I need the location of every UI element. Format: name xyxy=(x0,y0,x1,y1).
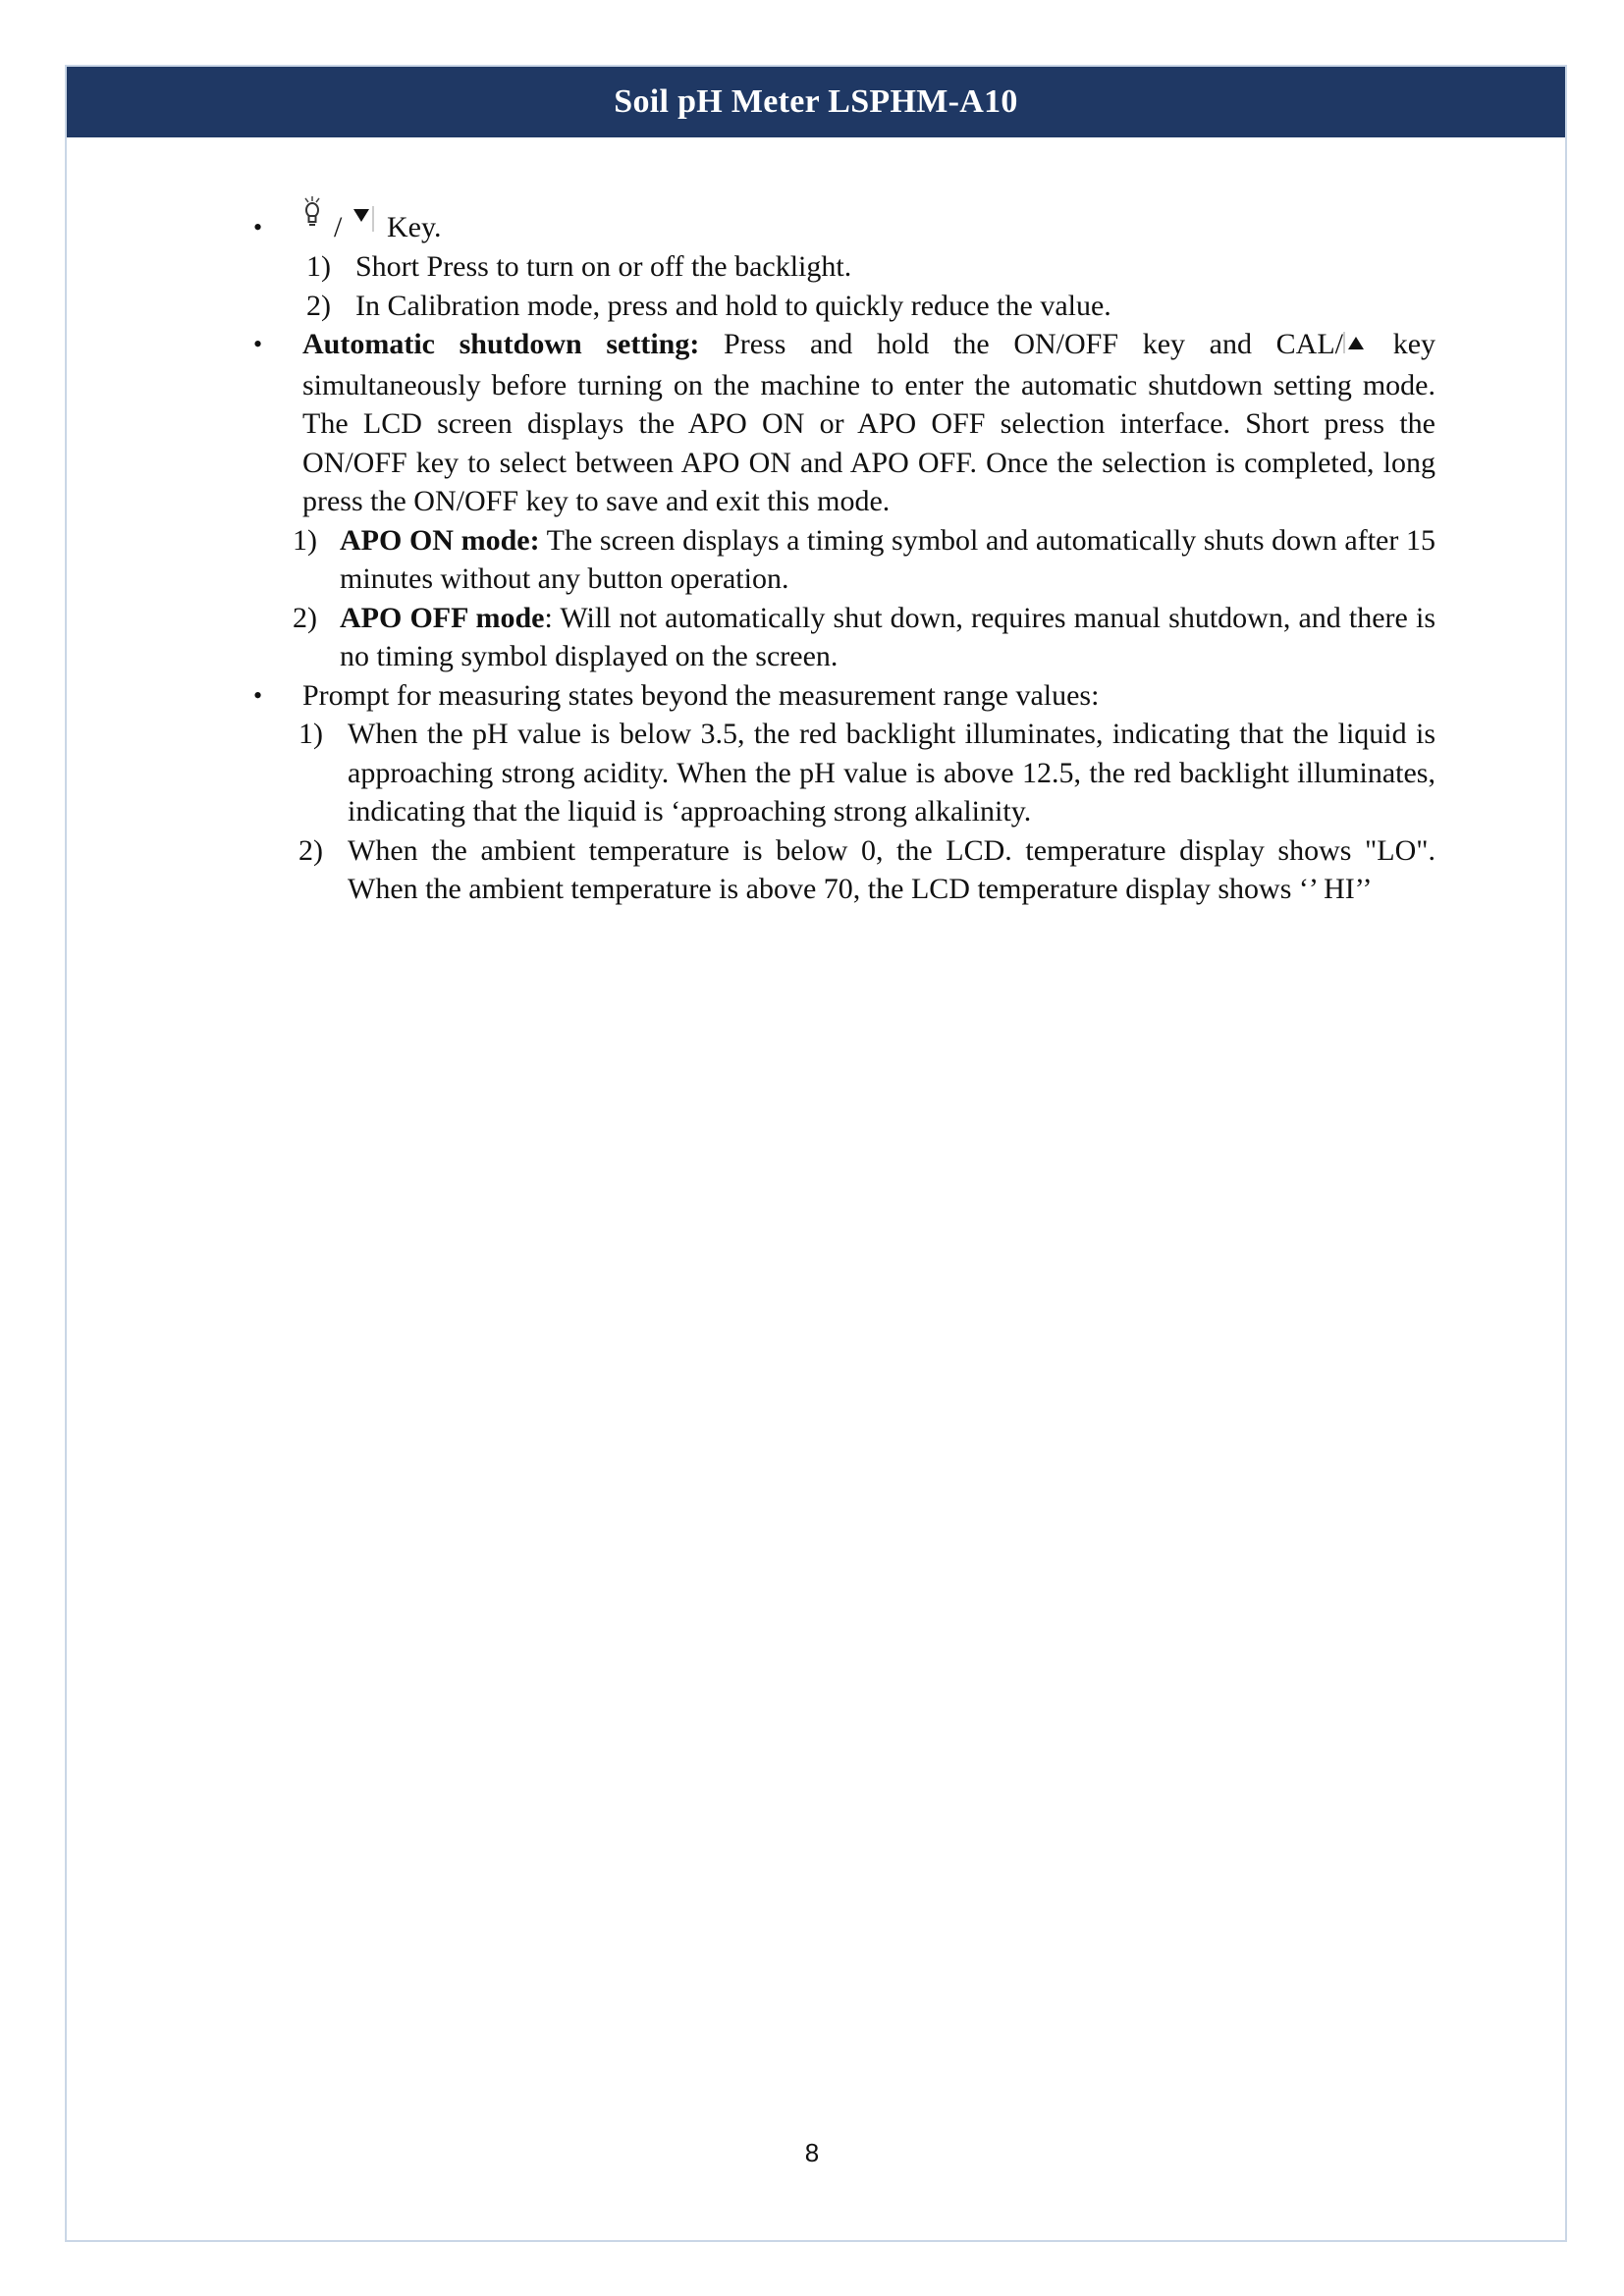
bullet-dot: • xyxy=(253,213,263,241)
list-number: 1) xyxy=(293,523,317,557)
list-text: In Calibration mode, press and hold to quickly reduce the value. xyxy=(355,289,1111,322)
document-body xyxy=(249,208,1435,909)
list-title: APO OFF mode xyxy=(340,601,545,634)
list-item xyxy=(249,715,1435,831)
page-header xyxy=(67,67,1565,137)
list-text: When the ambient temperature is below 0, the LCD. temperature display shows "LO". When the ambient temperature is above 70, the LCD temperature display shows ‘’ HI’’ xyxy=(348,833,1435,905)
list-title: APO ON mode: xyxy=(340,523,540,557)
down-arrow-icon xyxy=(350,204,375,244)
list-text: Short Press to turn on or off the backlight. xyxy=(355,250,852,283)
list-item xyxy=(249,521,1435,599)
list-text: When the pH value is below 3.5, the red backlight illuminates, indicating that the liquid is approaching strong acidity. When the pH value is above 12.5, the red backlight illuminates, indicating that the liquid is ‘approaching strong alkalinity. xyxy=(348,718,1435,828)
page-number: 8 xyxy=(804,2138,820,2167)
list-number: 1) xyxy=(306,250,331,283)
list-number: 2) xyxy=(298,833,323,867)
list-item xyxy=(249,287,1435,326)
bullet-dot: • xyxy=(253,680,263,710)
list-number: 2) xyxy=(293,601,317,634)
section-text-b: key simultaneously before turning on the machine to enter the automatic shutdown setting mode. The LCD screen displays the APO ON or APO OFF selection interface. Short press the ON/OFF key to select between APO ON and APO OFF. Once the selection is completed, long press the ON/OFF key to save and exit this mode. xyxy=(302,328,1436,517)
up-arrow-icon xyxy=(1343,327,1369,366)
section-text: Prompt for measuring states beyond the measurement range values: xyxy=(302,678,1100,712)
list-text: The screen displays a timing symbol and automatically shuts down after 15 minutes without any button operation. xyxy=(340,523,1435,595)
section-title: Automatic shutdown setting: xyxy=(302,328,700,360)
bullet-backlight-key xyxy=(249,208,1435,247)
bullet-dot: • xyxy=(253,330,263,358)
list-number: 1) xyxy=(298,718,323,750)
list-item xyxy=(249,831,1435,909)
key-label: Key. xyxy=(387,211,442,243)
bullet-measurement-range xyxy=(249,676,1435,716)
list-number: 2) xyxy=(306,289,331,322)
section-text-a: Press and hold the ON/OFF key and CAL/ xyxy=(724,328,1344,360)
list-item xyxy=(249,599,1435,676)
bullet-automatic-shutdown xyxy=(249,325,1435,521)
list-item xyxy=(249,247,1435,287)
key-separator: / xyxy=(334,211,343,243)
bulb-icon xyxy=(300,194,324,244)
header-title: Soil pH Meter LSPHM-A10 xyxy=(614,83,1018,120)
list-text: : Will not automatically shut down, requires manual shutdown, and there is no timing symbol displayed on the screen. xyxy=(340,601,1436,672)
